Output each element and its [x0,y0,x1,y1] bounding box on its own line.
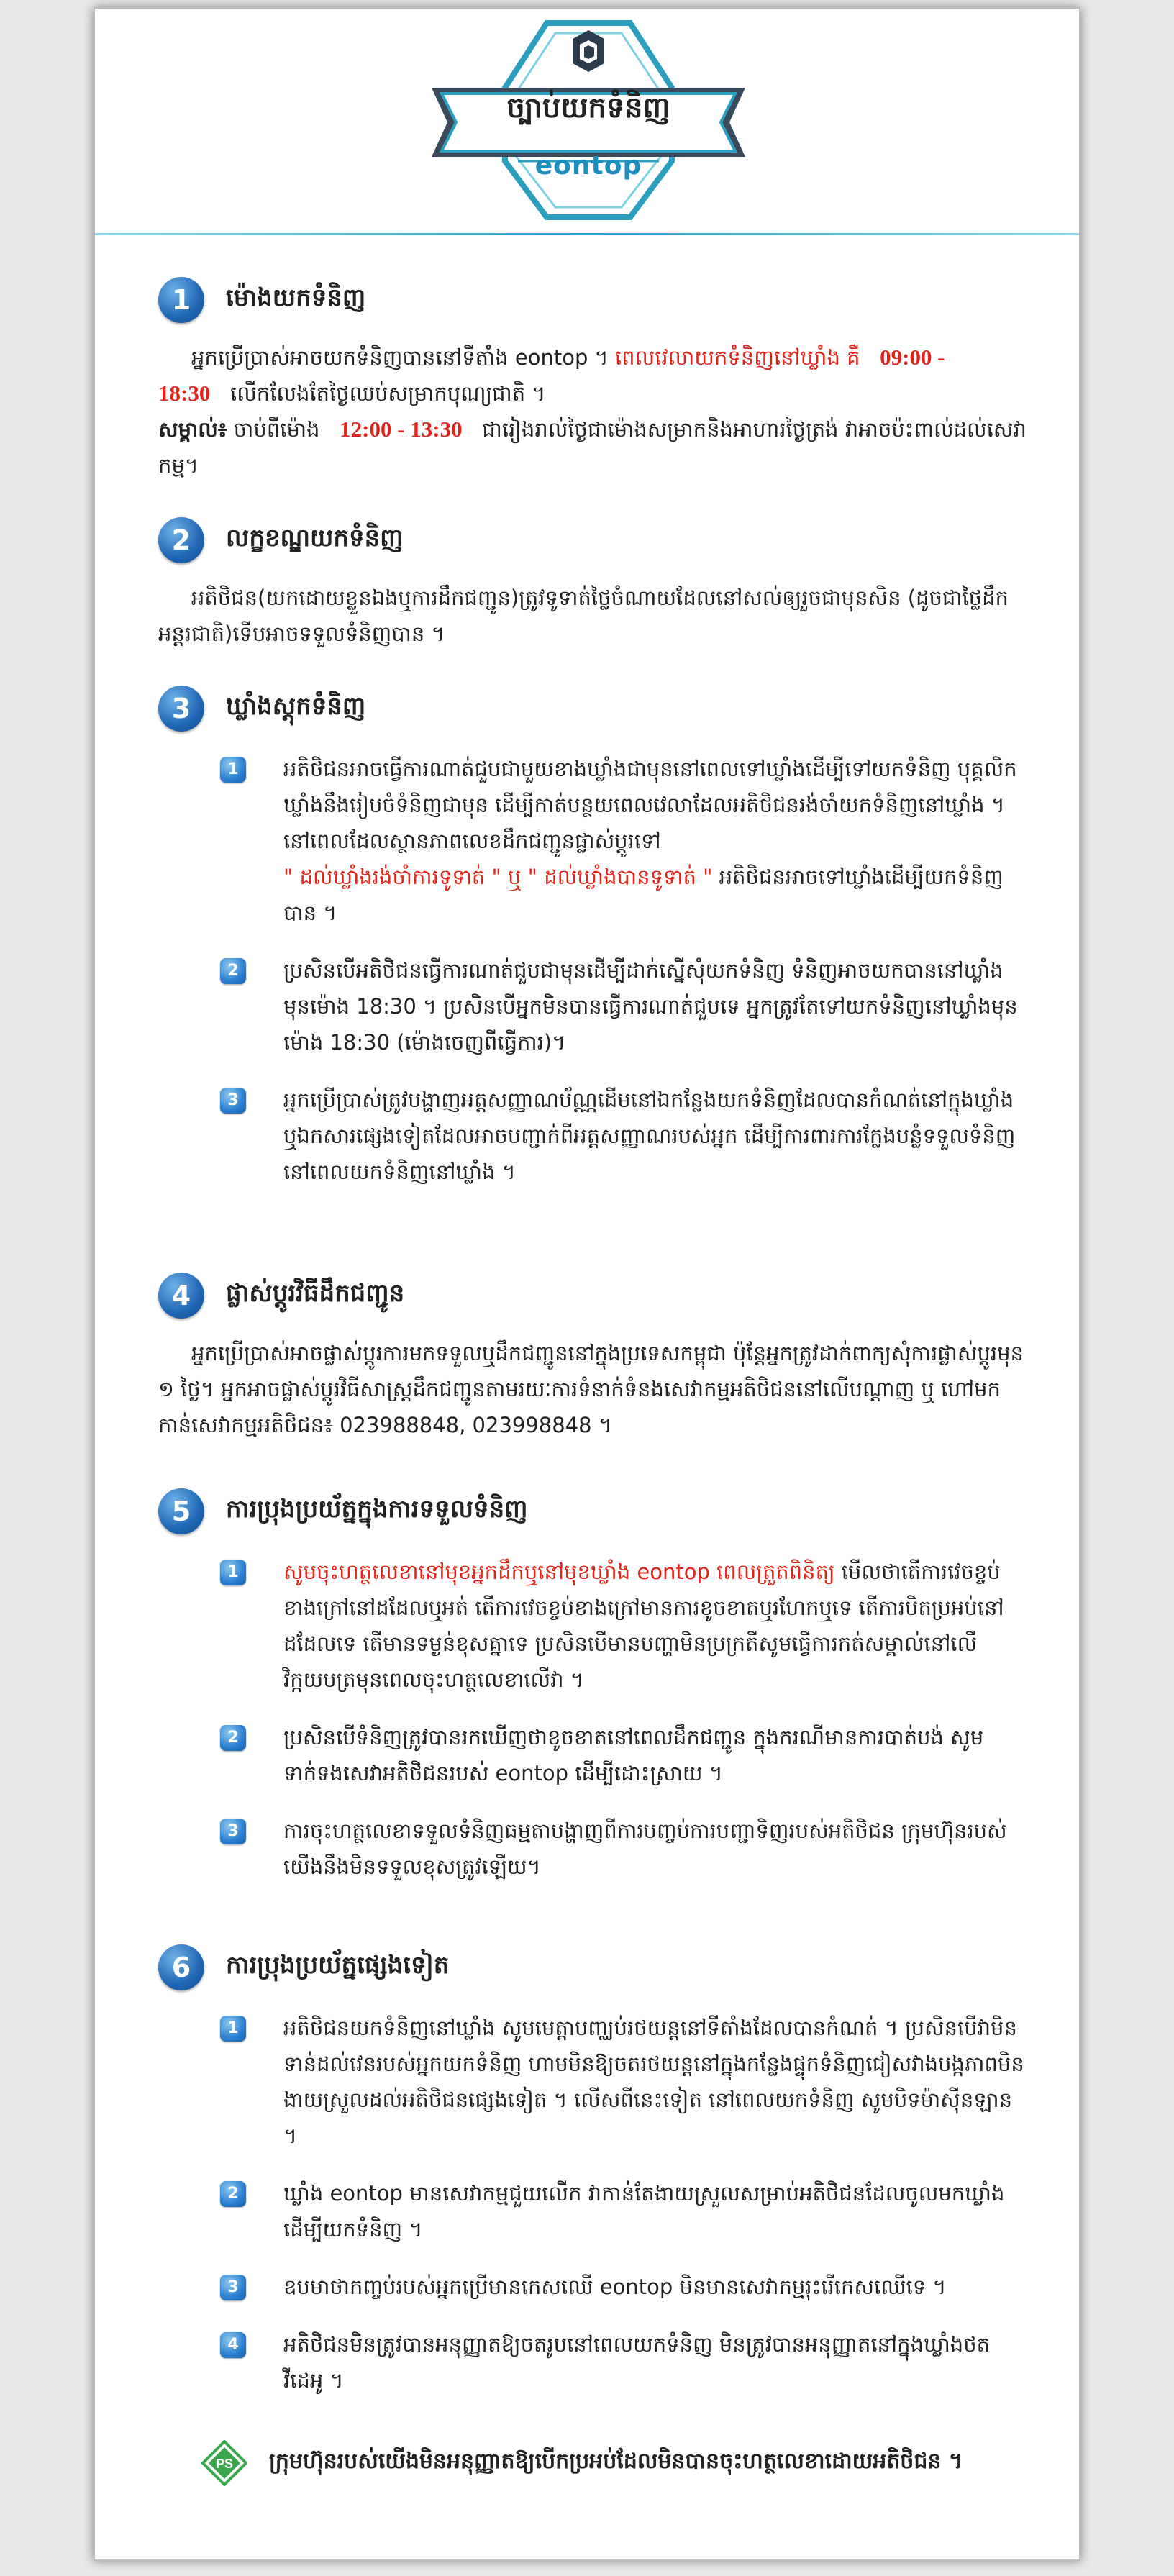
item-number-badge: 2 [220,2181,246,2207]
section-title: ការប្រុងប្រយ័ត្នផ្សេងទៀត [226,1951,450,1980]
section-title: លក្ខខណ្ឌយកទំនិញ [226,524,404,552]
section-title: ផ្លាស់ប្តូរវិធីដឹកជញ្ជូន [226,1279,405,1308]
section-title: ឃ្លាំងស្តុកទំនិញ [226,692,366,721]
footer-text: ក្រុមហ៊ុនរបស់យើងមិនអនុញ្ញាតឱ្យបើកប្រអប់ដែលមិនបានចុះហត្ថលេខាដោយអតិថិជន ។ [269,2449,963,2474]
list-item: 2 ប្រសិនបើអតិថិជនធ្វើការណាត់ជួបជាមុនដើម្បីដាក់ស្នើសុំយកទំនិញ ទំនិញអាចយកបាននៅឃ្លាំងមុនម៉ោង 18:30 ។ ប្រសិនបើអ្នកមិនបានធ្វើការណាត់ជួបទេ អ្នកត្រូវតែទៅយកទំនិញនៅឃ្លាំងមុនម៉ោង 18:30 (ម៉ោងចេញពីធ្វើការ)។ [158,952,1029,1060]
section-paragraph: អ្នកប្រើប្រាស់អាចយកទំនិញបាននៅទីតាំង eontop ។ ពេលវេលាយកទំនិញនៅឃ្លាំង គឺ 09:00 - 18:30 លើកលែងតែថ្ងៃឈប់សម្រាកបុណ្យជាតិ ។ សម្គាល់៖ ចាប់ពីម៉ោង 12:00 - 13:30 ជារៀងរាល់ថ្ងៃជាម៉ោងសម្រាកនិងអាហារថ្ងៃត្រង់ វាអាចប៉ះពាល់ដល់សេវាកម្ម។ [158,345,1027,478]
item-number-badge: 3 [220,1088,246,1114]
item-number-badge: 2 [220,958,246,984]
section-warehouse [158,685,1029,1211]
item-number-badge: 2 [220,1725,246,1751]
item-number-badge: 1 [220,757,246,783]
page-title: ច្បាប់យកទំនិញ [506,91,670,124]
section-number-badge: 1 [158,277,204,323]
section-paragraph: អតិថិជន(យកដោយខ្លួនឯងឬការដឹកជញ្ជូន)ត្រូវទូទាត់ថ្លៃចំណាយដែលនៅសល់ឲ្យរួចជាមុនសិន (ដូចជាថ្លៃដឹកអន្តរជាតិ)ទើបអាចទទួលទំនិញបាន ។ [158,586,1009,646]
break-time: 12:00 - 13:30 [340,417,463,442]
list-item: 4 អតិថិជនមិនត្រូវបានអនុញ្ញាតឱ្យចតរូបនៅពេលយកទំនិញ មិនត្រូវបានអនុញ្ញាតនៅក្នុងឃ្លាំងថតវីដេអូ ។ [158,2326,1029,2398]
item-number-badge: 1 [220,2016,246,2042]
section-pickup-hours [158,276,1029,483]
svg-text:PS: PS [215,2457,234,2471]
item-number-badge: 3 [220,2275,246,2300]
section-pickup-conditions [158,516,1029,652]
list-item: 2 ប្រសិនបើទំនិញត្រូវបានរកឃើញថាខូចខាតនៅពេលដឹកជញ្ជូន ក្នុងករណីមានការបាត់បង់ សូមទាក់ទងសេវាអតិថិជនរបស់ eontop ដើម្បីដោះស្រាយ ។ [158,1719,1029,1791]
section-other-precautions [158,1944,1029,2420]
section-number-badge: 2 [158,517,204,563]
section-title: ការប្រុងប្រយ័ត្នក្នុងការទទួលទំនិញ [226,1495,528,1524]
ps-note-icon [201,2440,247,2486]
section-number-badge: 3 [158,686,204,732]
item-number-badge: 1 [220,1560,246,1585]
section-number-badge: 4 [158,1273,204,1319]
section-change-delivery [158,1272,1029,1443]
list-item: 1 អតិថិជនយកទំនិញនៅឃ្លាំង សូមមេត្តាបញ្ឈប់រថយន្តនៅទីតាំងដែលបានកំណត់ ។ ប្រសិនបើវាមិនទាន់ដល់វេនរបស់អ្នកយកទំនិញ ហាមមិនឱ្យចតរថយន្តនៅក្នុងកន្លែងផ្ទុកទំនិញជៀសវាងបង្កភាពមិនងាយស្រួលដល់អតិថិជនផ្សេងទៀត ។ លើសពីនេះទៀត នៅពេលយកទំនិញ សូមបិទម៉ាស៊ីនឡាន ។ [158,2010,1029,2154]
section-title: ម៉ោងយកទំនិញ [226,283,366,312]
section-number-badge: 5 [158,1488,204,1534]
header-divider [95,233,1079,235]
document-page [94,7,1080,2561]
list-item: 3 ឧបមាថាកញ្ចប់របស់អ្នកប្រើមានកេសឈើ eontop មិនមានសេវាកម្មរុះរើកេសឈើទេ ។ [158,2269,1029,2305]
list-item: 3 ការចុះហត្ថលេខាទទួលទំនិញធម្មតាបង្ហាញពីការបញ្ចប់ការបញ្ជាទិញរបស់អតិថិជន ក្រុមហ៊ុនរបស់យើងនឹងមិនទទួលខុសត្រូវឡើយ។ [158,1813,1029,1885]
pickup-time: 09:00 - 18:30 [158,345,945,406]
section-paragraph: អ្នកប្រើប្រាស់អាចផ្លាស់ប្តូរការមកទទួលឬដឹកជញ្ជូននៅក្នុងប្រទេសកម្ពុជា ប៉ុន្តែអ្នកត្រូវដាក់ពាក្យសុំការផ្លាស់ប្តូរមុន ១ ថ្ងៃ។ អ្នកអាចផ្លាស់ប្តូរវិធីសាស្រ្តដឹកជញ្ជូនតាមរយៈការទំនាក់ទំនងសេវាកម្មអតិថិជននៅលើបណ្តាញ ឬ ហៅមកកាន់សេវាកម្មអតិថិជន៖ 023988848, 023998848 ។ [158,1341,1024,1437]
item-number-badge: 4 [220,2332,246,2358]
header [95,9,1079,224]
list-item: 3 អ្នកប្រើប្រាស់ត្រូវបង្ហាញអត្តសញ្ញាណប័ណ្ណដើមនៅឯកន្លែងយកទំនិញដែលបានកំណត់នៅក្នុងឃ្លាំង ឬឯកសារផ្សេងទៀតដែលអាចបញ្ជាក់ពីអត្តសញ្ញាណរបស់អ្នក ដើម្បីការពារការក្លែងបន្លំទទួលទំនិញនៅពេលយកទំនិញនៅឃ្លាំង ។ [158,1082,1029,1190]
brand-name: eontop [534,151,642,181]
section-receiving-precautions [158,1488,1029,1906]
section-number-badge: 6 [158,1944,204,1990]
eontop-logo-icon [573,30,604,72]
footer-note [201,2440,1029,2486]
list-item: 1 សូមចុះហត្ថលេខានៅមុខអ្នកដឹកឬនៅមុខឃ្លាំង eontop ពេលត្រួតពិនិត្យ មើលថាតើការវេចខ្ចប់ខាងក្រៅនៅដដែលឬអត់ តើការវេចខ្ចប់ខាងក្រៅមានការខូចខាតឬរហែកឬទេ តើការបិតប្រអប់នៅដដែលទេ តើមានទម្ងន់ខុសគ្នាទេ ប្រសិនបើមានបញ្ហាមិនប្រក្រតីសូមធ្វើការកត់សម្គាល់នៅលើវិក្កយបត្រមុនពេលចុះហត្ថលេខាលើវា ។ [158,1554,1029,1698]
list-item: 1 អតិថិជនអាចធ្វើការណាត់ជួបជាមួយខាងឃ្លាំងជាមុននៅពេលទៅឃ្លាំងដើម្បីទៅយកទំនិញ បុគ្គលិកឃ្លាំងនឹងរៀបចំទំនិញជាមុន ដើម្បីកាត់បន្ថយពេលវេលាដែលអតិថិជនរង់ចាំយកទំនិញនៅឃ្លាំង ។ នៅពេលដែលស្ថានភាពលេខដឹកជញ្ជូនផ្លាស់ប្តូរទៅ " ដល់ឃ្លាំងរង់ចាំការទូទាត់ " ឬ " ដល់ឃ្លាំងបានទូទាត់ " អតិថិជនអាចទៅឃ្លាំងដើម្បីយកទំនិញបាន ។ [158,751,1029,931]
item-number-badge: 3 [220,1819,246,1844]
list-item: 2 ឃ្លាំង eontop មានសេវាកម្មជួយលើក វាកាន់តែងាយស្រួលសម្រាប់អតិថិជនដែលចូលមកឃ្លាំងដើម្បីយកទំនិញ ។ [158,2175,1029,2247]
